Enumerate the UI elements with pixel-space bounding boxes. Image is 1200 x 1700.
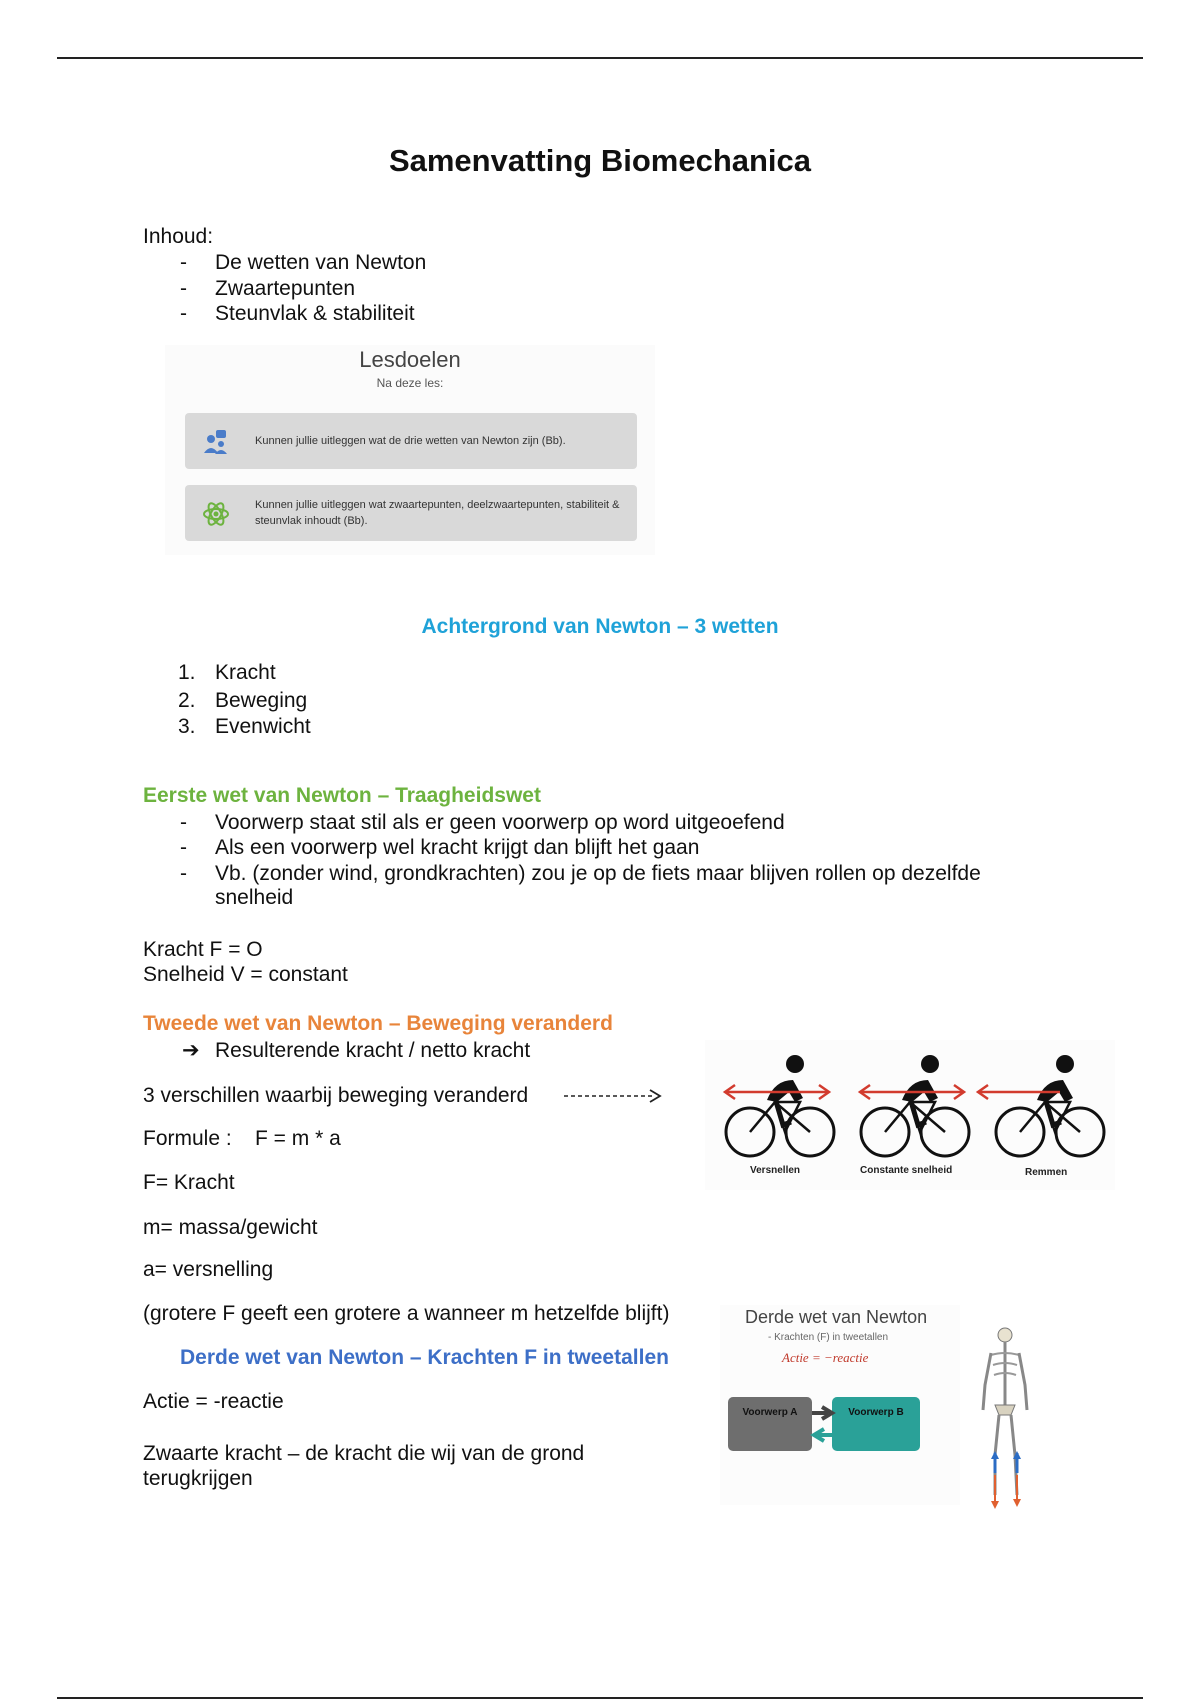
goal-card [185,413,637,469]
goal-card [185,485,637,541]
f-definition: F= Kracht [143,1171,235,1194]
note-text: (grotere F geeft een grotere a wanneer m hetzelfde blijft) [143,1302,670,1325]
m-definition: m= massa/gewicht [143,1216,318,1239]
box-voorwerp-b [832,1397,920,1451]
section-heading-derde-wet: Derde wet van Newton – Krachten F in tweetallen [180,1346,669,1369]
box-label: Voorwerp A [742,1407,798,1418]
atom-icon [201,499,231,529]
list-item: Steunvlak & stabiliteit [215,302,415,325]
cyclist-constant-speed [860,1055,969,1156]
caption-remmen: Remmen [1025,1167,1068,1178]
verschillen-text: 3 verschillen waarbij beweging veranderd [143,1084,529,1107]
goal-text: Kunnen jullie uitleggen wat zwaartepunten, deelzwaartepunten, stabiliteit & steunvlak inhoudt (Bb). [255,499,620,527]
zwaarte-text-continuation: terugkrijgen [143,1467,253,1490]
slide-subtitle: Na deze les: [376,376,444,390]
bullet: - [180,277,187,300]
top-rule [57,57,1143,59]
slide-title: Derde wet van Newton [745,1307,928,1327]
bottom-rule [57,1697,1143,1699]
list-item: Evenwicht [215,715,311,738]
bullet: - [180,302,187,325]
list-item: Zwaartepunten [215,277,356,300]
action-reaction-arrows-icon [810,1405,836,1445]
bullet: - [180,836,187,859]
a-definition: a= versnelling [143,1258,274,1281]
arrow-item: Resulterende kracht / netto kracht [215,1039,531,1062]
cyclists-illustration [705,1040,1115,1165]
slide-subtitle: - Krachten (F) in tweetallen [768,1332,889,1343]
list-item: Vb. (zonder wind, grondkrachten) zou je op de fiets maar blijven rollen op dezelfde [215,862,981,885]
list-item: Beweging [215,689,308,712]
contents-label: Inhoud: [143,225,214,248]
section-heading-eerste-wet: Eerste wet van Newton – Traagheidswet [143,784,541,807]
list-item: Kracht [215,661,276,684]
derde-wet-slide [720,1305,960,1505]
zwaarte-text: Zwaarte kracht – de kracht die wij van de grond [143,1442,585,1465]
formula-kracht: Kracht F = O [143,938,263,961]
box-voorwerp-a [728,1397,812,1451]
slide-title: Lesdoelen [359,347,461,372]
actie-text: Actie = -reactie [143,1390,284,1413]
caption-versnellen: Versnellen [750,1165,801,1176]
cyclist-accelerating [725,1055,834,1156]
page-title: Samenvatting Biomechanica [388,143,812,178]
section-heading-tweede-wet: Tweede wet van Newton – Beweging veranderd [143,1012,613,1035]
people-icon [201,427,231,457]
cyclists-figure [705,1040,1115,1190]
list-number: 2. [178,689,196,712]
box-label: Voorwerp B [848,1407,904,1418]
skeleton-illustration [975,1325,1035,1515]
list-number: 1. [178,661,196,684]
dashed-arrow-icon [562,1086,666,1106]
arrow-icon: ➔ [182,1039,200,1062]
formule-text: Formule : F = m * a [143,1127,341,1150]
lesdoelen-slide [165,345,655,555]
goal-text: Kunnen jullie uitleggen wat de drie wetten van Newton zijn (Bb). [255,435,566,447]
formula-snelheid: Snelheid V = constant [143,963,348,986]
list-item: De wetten van Newton [215,251,427,274]
cyclist-braking [978,1055,1104,1156]
bullet: - [180,251,187,274]
caption-constante-snelheid: Constante snelheid [860,1165,953,1176]
list-item: Als een voorwerp wel kracht krijgt dan blijft het gaan [215,836,700,859]
bullet: - [180,862,187,885]
list-item: Voorwerp staat stil als er geen voorwerp op word uitgeoefend [215,811,785,834]
bullet: - [180,811,187,834]
list-item-continuation: snelheid [215,886,294,909]
list-number: 3. [178,715,196,738]
section-heading-achtergrond: Achtergrond van Newton – 3 wetten [421,615,779,638]
slide-formula: Actie = −reactie [782,1350,869,1365]
